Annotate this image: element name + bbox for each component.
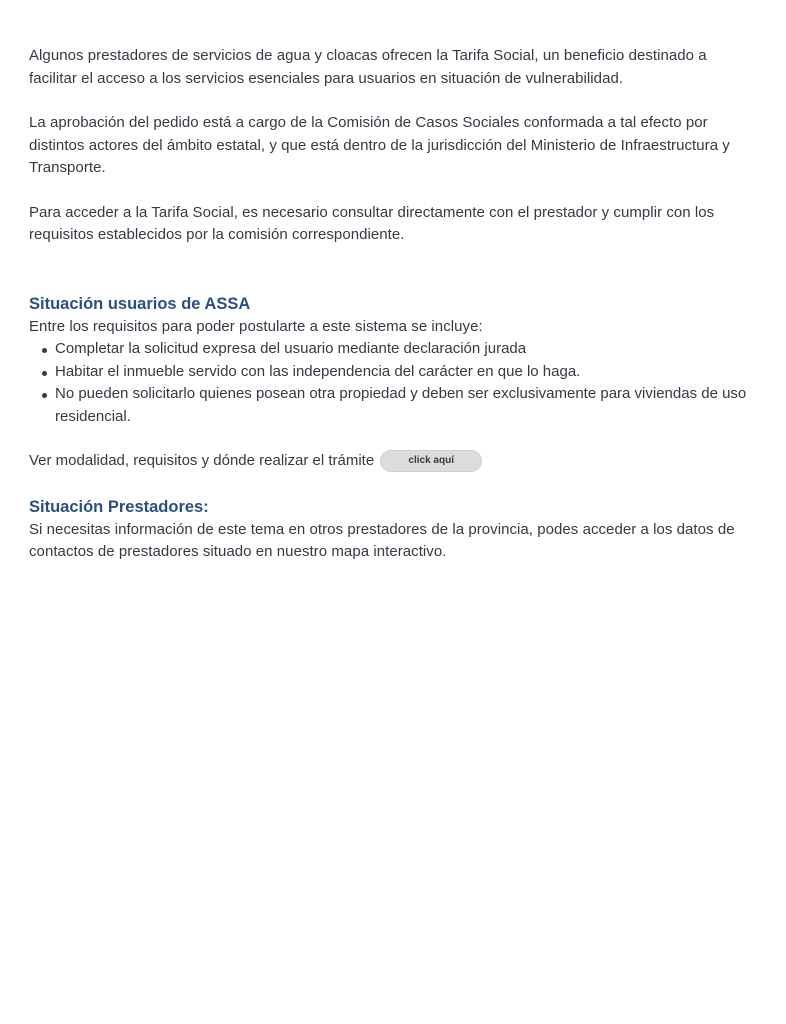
intro-paragraph-1: Algunos prestadores de servicios de agua y cloacas ofrecen la Tarifa Social, un beneficio destinado a facilitar el acceso a los servicios esenciales para usuarios en situación de vulnerabilidad. bbox=[29, 47, 707, 87]
assa-lead: Entre los requisitos para poder postularte a este sistema se incluye: bbox=[29, 317, 483, 335]
tramite-row bbox=[29, 450, 758, 473]
intro-paragraph-2: La aprobación del pedido está a cargo de la Comisión de Casos Sociales conformada a tal efecto por distintos actores del ámbito estatal, y que está dentro de la jurisdicción del Ministerio de Infraestructura y Transporte. bbox=[29, 114, 730, 176]
prestadores-heading: Situación Prestadores: bbox=[29, 497, 209, 516]
list-item: Completar la solicitud expresa del usuario mediante declaración jurada bbox=[55, 338, 758, 361]
requirements-list bbox=[29, 338, 758, 428]
list-item: No pueden solicitarlo quienes posean otra propiedad y deben ser exclusivamente para viviendas de uso residencial. bbox=[55, 383, 758, 428]
tramite-text: Ver modalidad, requisitos y dónde realizar el trámite bbox=[29, 452, 375, 469]
list-item: Habitar el inmueble servido con las independencia del carácter en que lo haga. bbox=[55, 361, 758, 384]
assa-heading: Situación usuarios de ASSA bbox=[29, 294, 251, 313]
prestadores-section bbox=[29, 495, 758, 564]
assa-section bbox=[29, 292, 758, 473]
click-here-button[interactable]: click aquí bbox=[380, 450, 482, 472]
prestadores-text: Si necesitas información de este tema en otros prestadores de la provincia, podes acceder a los datos de contactos de prestadores situado en nuestro mapa interactivo. bbox=[29, 520, 735, 560]
intro-paragraph-3: Para acceder a la Tarifa Social, es necesario consultar directamente con el prestador y cumplir con los requisitos establecidos por la comisión correspondiente. bbox=[29, 203, 715, 243]
